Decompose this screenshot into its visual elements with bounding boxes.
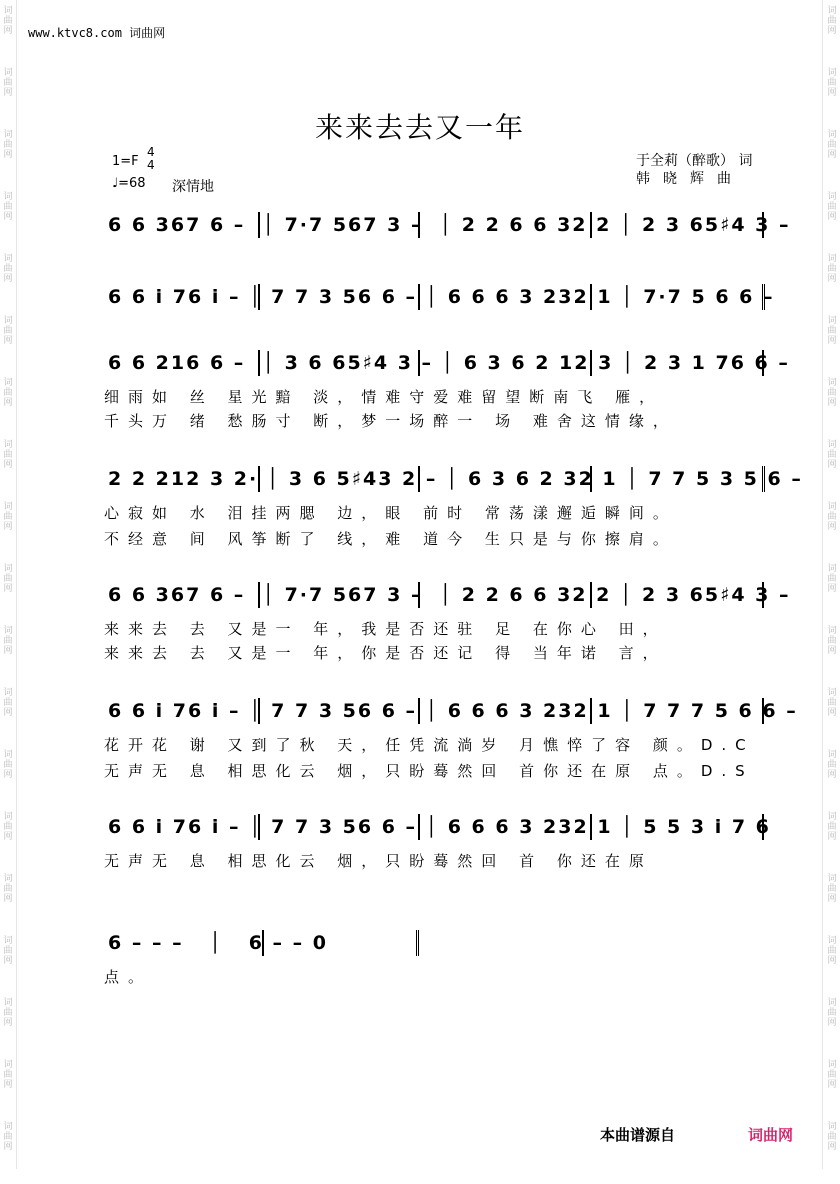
- lyric-line: 千头万 绪 愁肠寸 断，梦一场醉一 场 难舍这情缘，: [104, 412, 677, 430]
- lyric-line: 细雨如 丝 星光黯 淡，情难守爱难留望断南飞 雁，: [104, 388, 664, 406]
- bar-line: [418, 582, 420, 608]
- credits: [636, 152, 752, 188]
- score-row: [100, 466, 803, 498]
- watermark-glyph: 词 曲 网: [3, 750, 13, 780]
- score-row: [100, 284, 780, 316]
- lyric-line: 不经意 间 风筝断了 线，难 道今 生只是与你擦肩。: [104, 530, 677, 548]
- watermark-glyph: 词 曲 网: [827, 750, 837, 780]
- watermark-glyph: 词 曲 网: [827, 316, 837, 346]
- footer-brand-link[interactable]: 词曲网: [748, 1126, 794, 1144]
- tempo-marking: ♩=68: [112, 176, 146, 191]
- notation-line: 6 6 i 76 i – │ 7 7 3 56 6 – │ 6 6 6 3 232 1 │ 7 7 7 5 6 6 –: [108, 700, 798, 722]
- watermark-glyph: 词 曲 网: [827, 502, 837, 532]
- watermark-glyph: 词 曲 网: [827, 440, 837, 470]
- watermark-glyph: 词 曲 网: [3, 192, 13, 222]
- site-url-header[interactable]: www.ktvc8.com 词曲网: [28, 26, 166, 40]
- bar-line: [416, 930, 422, 956]
- watermark-glyph: 词 曲 网: [827, 68, 837, 98]
- bar-line: [418, 284, 420, 310]
- right-watermark-strip: [825, 0, 839, 1169]
- left-page-border: [16, 0, 17, 1169]
- watermark-glyph: 词 曲 网: [827, 564, 837, 594]
- watermark-glyph: 词 曲 网: [3, 502, 13, 532]
- score-row: [100, 212, 791, 244]
- composer-credit: 韩晓辉曲: [636, 171, 744, 187]
- lyric-line: 无声无 息 相思化云 烟，只盼蓦然回 首你还在原 点。D.S: [104, 762, 754, 780]
- watermark-glyph: 词 曲 网: [827, 192, 837, 222]
- bar-line: [590, 582, 592, 608]
- bar-line: [590, 284, 592, 310]
- bar-line: [418, 212, 420, 238]
- watermark-glyph: 词 曲 网: [827, 626, 837, 656]
- notation-line: 6 6 367 6 – │ 7·7 567 3 – │ 2 2 6 6 32 2 │ 2 3 65♯4 3 –: [108, 584, 791, 606]
- bar-line: [262, 930, 264, 956]
- time-signature: 4 4: [147, 145, 155, 172]
- watermark-glyph: 词 曲 网: [827, 254, 837, 284]
- watermark-glyph: 词 曲 网: [827, 998, 837, 1028]
- bar-line: [762, 284, 768, 310]
- watermark-glyph: 词 曲 网: [3, 626, 13, 656]
- watermark-glyph: 词 曲 网: [3, 6, 13, 36]
- watermark-glyph: 词 曲 网: [827, 378, 837, 408]
- bar-line: [258, 466, 260, 492]
- bar-line: [258, 698, 260, 724]
- watermark-glyph: 词 曲 网: [3, 378, 13, 408]
- watermark-glyph: 词 曲 网: [3, 316, 13, 346]
- left-watermark-strip: [1, 0, 15, 1169]
- score-row: [100, 582, 791, 614]
- bar-line: [762, 582, 764, 608]
- bar-line: [418, 350, 420, 376]
- lyric-line: 花开花 谢 又到了秋 天，任凭流淌岁 月憔悴了容 颜。D.C: [104, 736, 755, 754]
- lyric-line: 心寂如 水 泪挂两腮 边，眼 前时 常荡漾邂逅瞬间。: [104, 504, 677, 522]
- bar-line: [590, 698, 592, 724]
- bar-line: [418, 698, 420, 724]
- lyric-line: 来来去 去 又是一 年，你是否还记 得 当年诺 言，: [104, 644, 667, 662]
- lyric-line: 来来去 去 又是一 年，我是否还驻 足 在你心 田，: [104, 620, 667, 638]
- watermark-glyph: 词 曲 网: [827, 1060, 837, 1090]
- bar-line: [762, 814, 764, 840]
- bar-line: [418, 814, 420, 840]
- bar-line: [258, 814, 260, 840]
- watermark-glyph: 词 曲 网: [3, 1122, 13, 1152]
- watermark-glyph: 词 曲 网: [827, 874, 837, 904]
- bar-line: [590, 350, 592, 376]
- score-row: [100, 350, 790, 382]
- footer-source-label: 本曲谱源自: [600, 1126, 676, 1144]
- watermark-glyph: 词 曲 网: [827, 936, 837, 966]
- notation-line: 6 6 367 6 – │ 7·7 567 3 – │ 2 2 6 6 32 2 │ 2 3 65♯4 3 –: [108, 214, 791, 236]
- score-row: [100, 814, 780, 846]
- bar-line: [762, 698, 764, 724]
- watermark-glyph: 词 曲 网: [827, 688, 837, 718]
- watermark-glyph: 词 曲 网: [3, 130, 13, 160]
- bar-line: [418, 466, 420, 492]
- watermark-glyph: 词 曲 网: [3, 564, 13, 594]
- watermark-glyph: 词 曲 网: [3, 1060, 13, 1090]
- watermark-glyph: 词 曲 网: [3, 998, 13, 1028]
- bar-line: [258, 350, 260, 376]
- notation-line: 2 2 212 3 2· │ 3 6 5♯43 2 – │ 6 3 6 2 32 1 │ 7 7 5 3 5 6 –: [108, 468, 803, 490]
- watermark-glyph: 词 曲 网: [3, 440, 13, 470]
- bar-line: [590, 466, 592, 492]
- key-signature: 1=F: [112, 154, 139, 169]
- notation-line: 6 6 216 6 – │ 3 6 65♯4 3 – │ 6 3 6 2 12 3 │ 2 3 1 76 6 –: [108, 352, 790, 374]
- bar-line: [762, 212, 764, 238]
- bar-line: [258, 284, 260, 310]
- lyric-line: 点。: [104, 968, 153, 986]
- bar-line: [258, 212, 260, 238]
- right-page-border: [822, 0, 823, 1169]
- song-title: 来来去去又一年: [314, 111, 525, 144]
- watermark-glyph: 词 曲 网: [3, 68, 13, 98]
- notation-line: 6 – – – │ 6 – – 0: [108, 932, 328, 954]
- watermark-glyph: 词 曲 网: [827, 1122, 837, 1152]
- watermark-glyph: 词 曲 网: [3, 812, 13, 842]
- notation-line: 6 6 i 76 i – │ 7 7 3 56 6 – │ 6 6 6 3 232 1 │ 7·7 5 6 6 –: [108, 286, 775, 308]
- watermark-glyph: 词 曲 网: [3, 688, 13, 718]
- watermark-glyph: 词 曲 网: [827, 812, 837, 842]
- lyricist-credit: 于全莉（醉歌） 词: [636, 153, 753, 169]
- bar-line: [762, 466, 768, 492]
- watermark-glyph: 词 曲 网: [3, 874, 13, 904]
- watermark-glyph: 词 曲 网: [3, 936, 13, 966]
- bar-line: [762, 350, 764, 376]
- watermark-glyph: 词 曲 网: [827, 130, 837, 160]
- bar-line: [590, 212, 592, 238]
- watermark-glyph: 词 曲 网: [827, 6, 837, 36]
- lyric-line: 无声无 息 相思化云 烟，只盼蓦然回 首 你还在原: [104, 852, 653, 870]
- expression-marking: 深情地: [172, 179, 214, 195]
- notation-line: 6 6 i 76 i – │ 7 7 3 56 6 – │ 6 6 6 3 232 1 │ 5 5 3 i 7 6: [108, 816, 771, 838]
- score-row: [100, 930, 780, 962]
- score-row: [100, 698, 798, 730]
- bar-line: [258, 582, 260, 608]
- watermark-glyph: 词 曲 网: [3, 254, 13, 284]
- bar-line: [590, 814, 592, 840]
